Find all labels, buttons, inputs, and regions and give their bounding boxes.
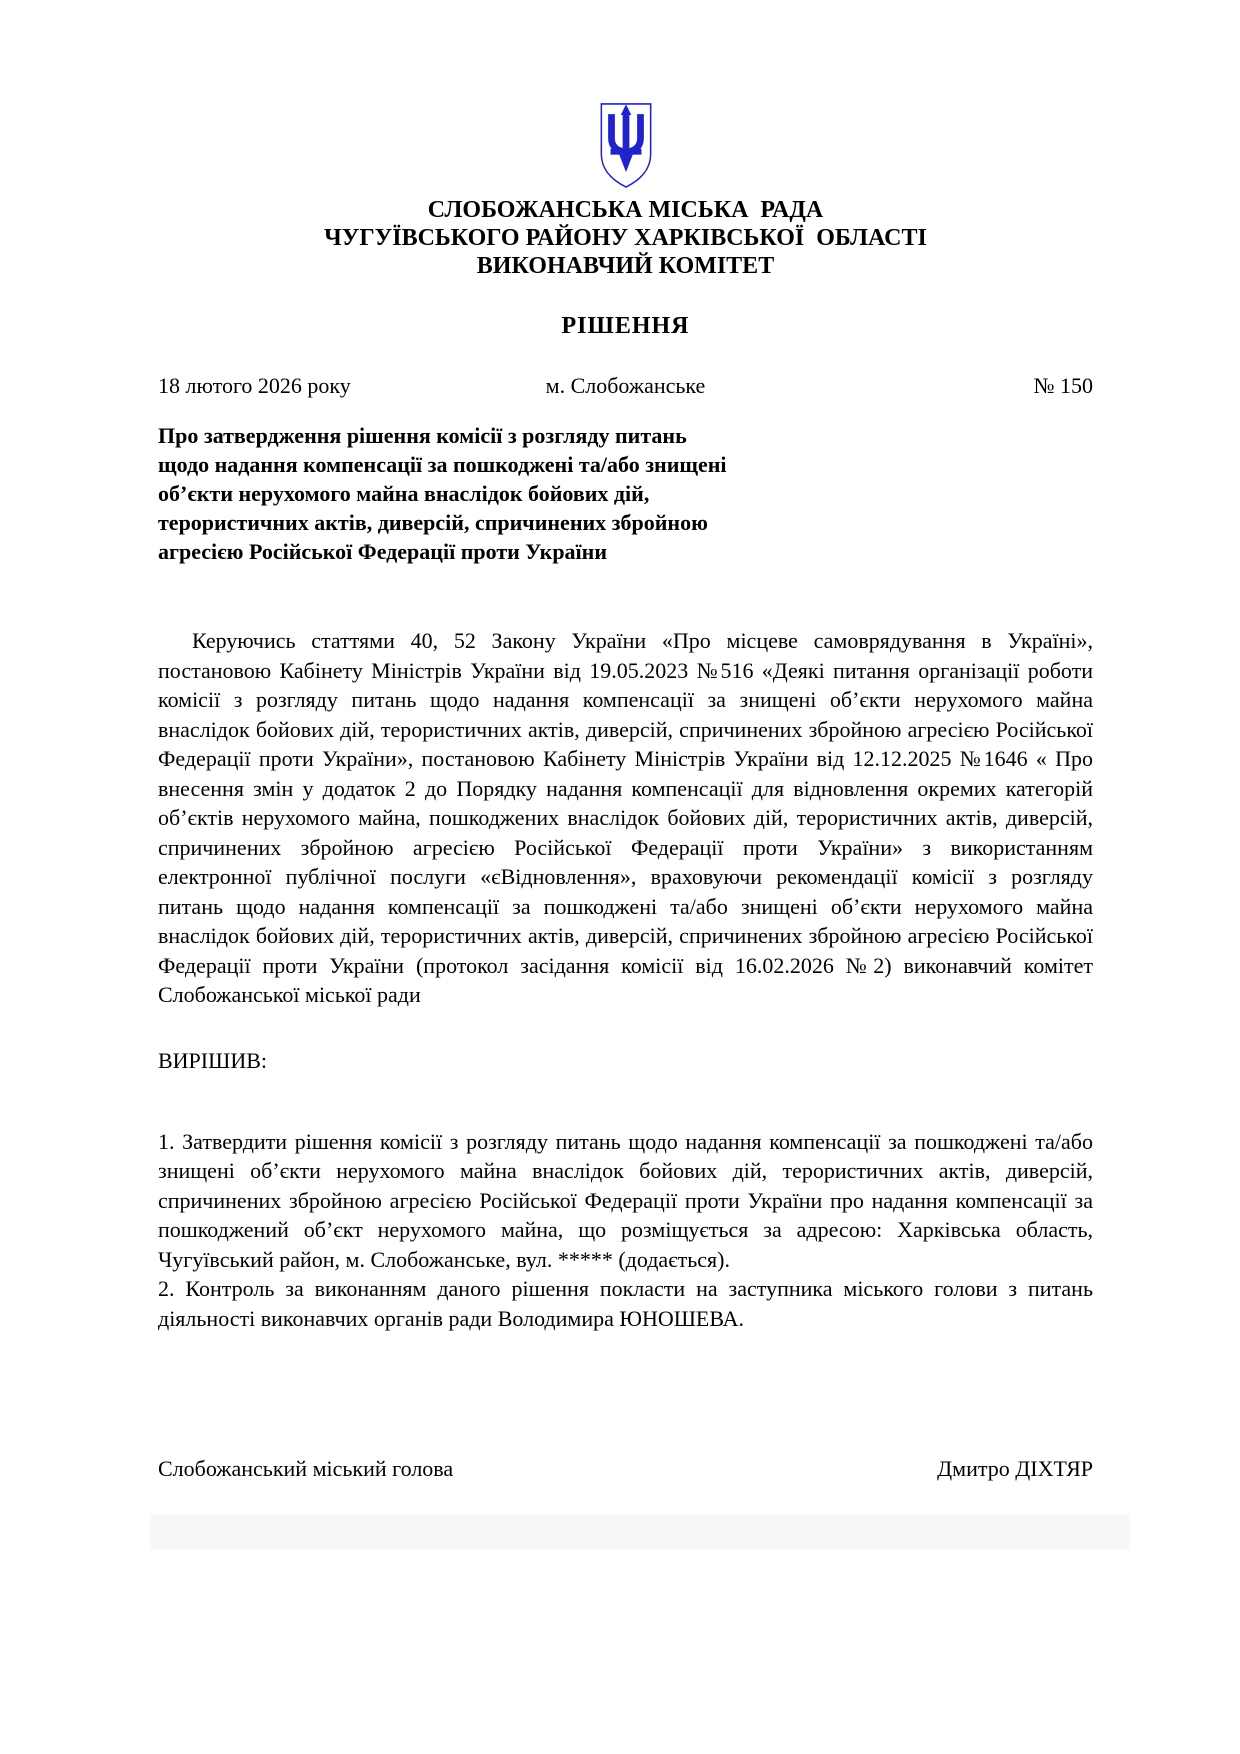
decision-item-2: 2. Контроль за виконанням даного рішення покласти на заступника міського голови з питань діяльності виконавчих органів ради Володимира ЮНОШЕВА. xyxy=(158,1276,1093,1331)
subject-line: агресією Російської Федерації проти України xyxy=(158,539,608,564)
org-name-line-1: СЛОБОЖАНСЬКА МІСЬКА РАДА xyxy=(427,197,824,223)
meta-row xyxy=(158,372,1093,399)
subject-line: терористичних актів, диверсій, спричинених збройною xyxy=(158,510,708,535)
ukraine-trident-icon xyxy=(597,100,655,190)
signer-position: Слобожанський міський голова xyxy=(158,1456,454,1481)
subject-block xyxy=(158,421,1093,566)
document-date: 18 лютого 2026 року xyxy=(158,373,351,398)
emblem-container xyxy=(158,100,1093,190)
subject-line: об’єкти нерухомого майна внаслідок бойових дій, xyxy=(158,481,650,506)
org-name-line-2: ЧУГУЇВСЬКОГО РАЙОНУ ХАРКІВСЬКОЇ ОБЛАСТІ xyxy=(324,225,927,251)
preamble-paragraph: Керуючись статтями 40, 52 Закону України «Про місцеве самоврядування в Україні», постановою Кабінету Міністрів України від 19.05.2023 №516 «Деякі питання організації роботи комісії з розгляду питань щодо надання компенсації за знищені об’єкти нерухомого майна внаслідок бойових дій, терористичних актів, диверсій, спричинених збройною агресією Російської Федерації проти України», постановою Кабінету Міністрів України від 12.12.2025 №1646 « Про внесення змін у додаток 2 до Порядку надання компенсації для відновлення окремих категорій об’єктів нерухомого майна, пошкоджених внаслідок бойових дій, терористичних актів, диверсій, спричинених збройною агресією Російської Федерації проти України» з використанням електронної публічної послуги «єВідновлення», враховуючи рекомендації комісії з розгляду питань щодо надання компенсації за пошкоджені та/або знищені об’єкти нерухомого майна внаслідок бойових дій, терористичних актів, диверсій, спричинених збройною агресією Російської Федерації проти України (протокол засідання комісії від 16.02.2026 №2) виконавчий комітет Слобожанської міської ради xyxy=(158,628,1093,1007)
document-type-title: РІШЕННЯ xyxy=(561,313,690,339)
decided-label: ВИРІШИВ: xyxy=(158,1047,267,1073)
org-name-line-3: ВИКОНАВЧИЙ КОМІТЕТ xyxy=(476,253,775,279)
document-number: № 150 xyxy=(1033,373,1093,398)
decision-item-1: 1. Затвердити рішення комісії з розгляду питань щодо надання компенсації за пошкоджені та/або знищені об’єкти нерухомого майна внаслідок бойових дій, терористичних актів, диверсій, спричинених збройною агресією Російської Федерації проти України про надання компенсації за пошкоджений об’єкт нерухомого майна, що розміщується за адресою: Харківська область, Чугуївський район, м. Слобожанське, вул. ***** (додається). xyxy=(158,1128,1093,1272)
subject-line: Про затвердження рішення комісії з розгляду питань xyxy=(158,423,687,448)
signature-row xyxy=(158,1455,1093,1482)
signature-area-band xyxy=(150,1514,1130,1550)
subject-line: щодо надання компенсації за пошкоджені та/або знищені xyxy=(158,452,727,477)
signer-name: Дмитро ДІХТЯР xyxy=(937,1456,1093,1481)
document-place: м. Слобожанське xyxy=(545,373,706,398)
decision-items xyxy=(158,1127,1093,1334)
